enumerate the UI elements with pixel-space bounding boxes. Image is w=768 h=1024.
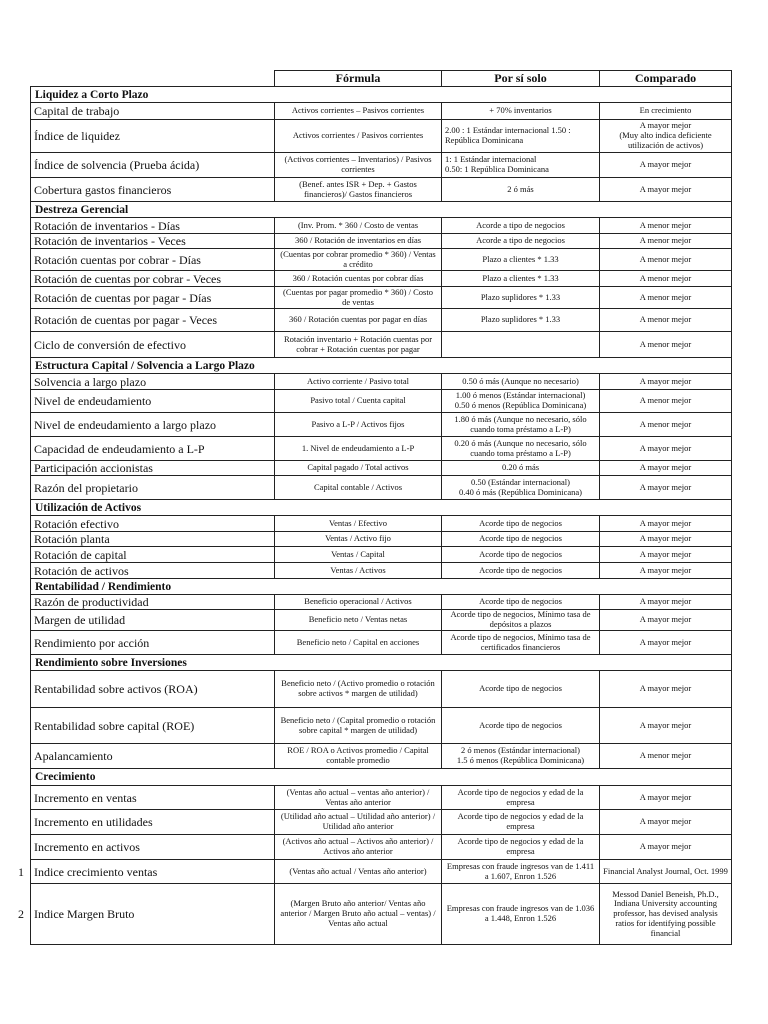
ratio-name-text: Rentabilidad sobre activos (ROA)	[34, 682, 198, 696]
ratio-name-text: Rotación planta	[34, 532, 110, 546]
section-row	[31, 500, 732, 516]
ratio-row	[31, 476, 732, 500]
ratio-name-text: Rentabilidad sobre capital (ROE)	[34, 718, 195, 733]
ratio-name-text: Rendimiento por acción	[34, 635, 150, 650]
ratio-formula: Capital pagado / Total activos	[275, 461, 442, 476]
ratio-compared: A mayor mejor	[600, 153, 732, 178]
ratio-alone: 2 ó más	[442, 178, 600, 202]
ratio-row	[31, 178, 732, 202]
ratio-formula: (Cuentas por pagar promedio * 360) / Costo de ventas	[275, 287, 442, 309]
ratio-formula: (Inv. Prom. * 360 / Costo de ventas	[275, 218, 442, 234]
ratio-row	[31, 437, 732, 461]
ratio-formula: (Benef. antes ISR + Dep. + Gastos financieros)/ Gastos financieros	[275, 178, 442, 202]
ratio-alone	[442, 332, 600, 358]
ratio-name-text: Incremento en activos	[34, 840, 140, 854]
ratio-name-text: Cobertura gastos financieros	[34, 182, 172, 197]
ratio-formula: Capital contable / Activos	[275, 476, 442, 500]
ratio-name	[31, 374, 275, 390]
ratio-row	[31, 120, 732, 153]
ratio-alone: Acorde tipo de negocios	[442, 595, 600, 610]
ratio-alone: Acorde a tipo de negocios	[442, 218, 600, 234]
ratio-alone: Acorde tipo de negocios y edad de la empresa	[442, 786, 600, 810]
ratio-name	[31, 218, 275, 234]
ratio-name	[31, 413, 275, 437]
ratio-name-text: Rotación cuentas por cobrar - Días	[34, 252, 201, 267]
ratio-compared: A mayor mejor	[600, 476, 732, 500]
ratio-compared: En crecimiento	[600, 103, 732, 120]
ratio-alone: Acorde tipo de negocios y edad de la empresa	[442, 835, 600, 860]
ratio-row	[31, 271, 732, 287]
ratio-alone: 0.50 ó más (Aunque no necesario)	[442, 374, 600, 390]
ratio-row	[31, 287, 732, 309]
ratio-formula: Beneficio neto / Ventas netas	[275, 610, 442, 631]
ratio-formula: Beneficio neto / (Activo promedio o rotación sobre activos * margen de utilidad)	[275, 671, 442, 708]
ratio-compared: A mayor mejor	[600, 810, 732, 835]
ratio-name-text: Indice Margen Bruto	[34, 907, 135, 921]
ratio-name	[31, 671, 275, 708]
section-title: Rendimiento sobre Inversiones	[31, 655, 732, 671]
ratio-compared: A mayor mejor	[600, 547, 732, 563]
ratio-alone: 1.80 ó más (Aunque no necesario, sólo cuando toma préstamo a L-P)	[442, 413, 600, 437]
ratio-row	[31, 218, 732, 234]
ratio-row	[31, 563, 732, 579]
ratio-compared: A menor mejor	[600, 271, 732, 287]
ratio-formula: Beneficio neto / Capital en acciones	[275, 631, 442, 655]
section-row	[31, 655, 732, 671]
ratio-name	[18, 860, 275, 884]
ratio-name-text: Rotación de cuentas por cobrar - Veces	[34, 271, 222, 286]
ratio-name	[31, 610, 275, 631]
section-title: Destreza Gerencial	[31, 202, 732, 218]
ratio-alone: Plazo a clientes * 1.33	[442, 249, 600, 271]
ratio-alone: Acorde tipo de negocios	[442, 532, 600, 547]
ratio-compared: A mayor mejor	[600, 461, 732, 476]
ratio-name	[31, 631, 275, 655]
ratio-name-text: Capacidad de endeudamiento a L-P	[34, 441, 205, 456]
ratio-number: 2	[18, 907, 24, 921]
ratio-name	[31, 390, 275, 413]
ratio-name-text: Rotación de cuentas por pagar - Días	[34, 290, 212, 305]
ratio-row	[31, 309, 732, 332]
header-blank-cell	[31, 71, 275, 87]
ratio-name-text: Incremento en utilidades	[34, 815, 153, 829]
ratio-alone: 0.20 ó más (Aunque no necesario, sólo cuando toma préstamo a L-P)	[442, 437, 600, 461]
ratio-name	[31, 547, 275, 563]
header-compared: Comparado	[600, 71, 732, 87]
ratio-row	[31, 332, 732, 358]
ratio-alone: Acorde tipo de negocios	[442, 708, 600, 744]
ratio-name	[31, 103, 275, 120]
section-row	[31, 87, 732, 103]
ratio-formula: (Utilidad año actual – Utilidad año anterior) / Utilidad año anterior	[275, 810, 442, 835]
ratio-row	[31, 631, 732, 655]
ratio-compared: A mayor mejor	[600, 786, 732, 810]
ratio-name	[31, 178, 275, 202]
section-row	[31, 769, 732, 786]
section-row	[31, 579, 732, 595]
ratio-compared: A mayor mejor	[600, 374, 732, 390]
ratio-name-text: Rotación de inventarios - Días	[34, 218, 180, 233]
ratio-alone: 2.00 : 1 Estándar internacional 1.50 : República Dominicana	[442, 120, 600, 153]
ratio-name-text: Rotación de activos	[34, 563, 129, 578]
ratio-name-text: Rotación de inventarios - Veces	[34, 234, 186, 248]
ratio-compared: A mayor mejor	[600, 532, 732, 547]
ratio-compared: A menor mejor	[600, 413, 732, 437]
section-title: Liquidez a Corto Plazo	[31, 87, 732, 103]
ratio-name-text: Rotación efectivo	[34, 516, 119, 531]
ratio-compared: A mayor mejor	[600, 835, 732, 860]
ratio-alone: Acorde a tipo de negocios	[442, 234, 600, 249]
ratio-name	[31, 249, 275, 271]
ratio-name-text: Apalancamiento	[34, 749, 113, 763]
ratio-formula: 360 / Rotación de inventarios en días	[275, 234, 442, 249]
ratio-formula: (Margen Bruto año anterior/ Ventas año anterior / Margen Bruto año actual – ventas) / Ventas año actual	[275, 884, 442, 945]
ratio-name-text: Incremento en ventas	[34, 790, 137, 805]
ratio-formula: Beneficio operacional / Activos	[275, 595, 442, 610]
ratio-name-text: Indice crecimiento ventas	[34, 864, 158, 879]
ratio-compared: A mayor mejor	[600, 631, 732, 655]
ratio-formula: 1. Nivel de endeudamiento a L-P	[275, 437, 442, 461]
section-row	[31, 358, 732, 374]
ratio-row	[31, 610, 732, 631]
ratio-compared: A mayor mejor (Muy alto indica deficiente utilización de activos)	[600, 120, 732, 153]
ratio-name	[31, 532, 275, 547]
ratio-number: 1	[18, 864, 24, 879]
ratio-name	[31, 810, 275, 835]
ratio-compared: A menor mejor	[600, 332, 732, 358]
ratio-name	[31, 563, 275, 579]
ratio-row	[31, 547, 732, 563]
ratio-row	[31, 532, 732, 547]
ratio-alone: Acorde tipo de negocios	[442, 671, 600, 708]
ratio-row	[31, 835, 732, 860]
ratio-compared: A mayor mejor	[600, 671, 732, 708]
ratio-name	[31, 332, 275, 358]
ratio-name-text: Razón de productividad	[34, 595, 149, 609]
ratio-alone: Acorde tipo de negocios	[442, 516, 600, 532]
ratio-alone: Acorde tipo de negocios, Mínimo tasa de certificados financieros	[442, 631, 600, 655]
ratio-name	[31, 271, 275, 287]
header-row	[31, 71, 732, 87]
ratio-name	[31, 461, 275, 476]
ratio-name	[31, 516, 275, 532]
ratio-name	[31, 744, 275, 769]
ratio-alone: 2 ó menos (Estándar internacional) 1.5 ó menos (República Dominicana)	[442, 744, 600, 769]
ratio-compared: A menor mejor	[600, 234, 732, 249]
section-title: Rentabilidad / Rendimiento	[31, 579, 732, 595]
ratio-row	[31, 374, 732, 390]
ratio-alone: Empresas con fraude ingresos van de 1.411 a 1.607, Enron 1.526	[442, 860, 600, 884]
ratio-compared: Messod Daniel Beneish, Ph.D., Indiana University accounting professor, has devised analysis ratios for identifying possible financial	[600, 884, 732, 945]
ratio-row	[31, 744, 732, 769]
ratio-formula: (Activos año actual – Activos año anterior) / Activos año anterior	[275, 835, 442, 860]
ratio-alone: Plazo suplidores * 1.33	[442, 309, 600, 332]
ratio-row	[31, 708, 732, 744]
section-title: Estructura Capital / Solvencia a Largo Plazo	[31, 358, 732, 374]
ratio-formula: Pasivo a L-P / Activos fijos	[275, 413, 442, 437]
section-row	[31, 202, 732, 218]
ratio-formula: Rotación inventario + Rotación cuentas por cobrar + Rotación cuentas por pagar	[275, 332, 442, 358]
ratio-name	[18, 884, 275, 945]
ratio-formula: 360 / Rotación cuentas por pagar en días	[275, 309, 442, 332]
ratio-name	[31, 708, 275, 744]
ratio-name	[31, 287, 275, 309]
ratio-alone: Plazo suplidores * 1.33	[442, 287, 600, 309]
header-alone: Por sí solo	[442, 71, 600, 87]
ratio-row	[31, 884, 732, 945]
ratio-name	[31, 786, 275, 810]
ratio-name-text: Rotación de cuentas por pagar - Veces	[34, 313, 218, 327]
ratio-name	[31, 437, 275, 461]
ratio-name	[31, 234, 275, 249]
ratio-compared: A mayor mejor	[600, 595, 732, 610]
ratio-name	[31, 309, 275, 332]
ratio-alone: Acorde tipo de negocios	[442, 563, 600, 579]
ratio-formula: Ventas / Activo fijo	[275, 532, 442, 547]
ratio-alone: 1: 1 Estándar internacional 0.50: 1 República Dominicana	[442, 153, 600, 178]
ratio-alone: Acorde tipo de negocios, Mínimo tasa de depósitos a plazos	[442, 610, 600, 631]
ratio-formula: (Cuentas por cobrar promedio * 360) / Ventas a crédito	[275, 249, 442, 271]
ratio-formula: Ventas / Efectivo	[275, 516, 442, 532]
ratio-row	[31, 234, 732, 249]
ratio-name-text: Rotación de capital	[34, 547, 127, 562]
ratio-row	[31, 671, 732, 708]
ratio-compared: A menor mejor	[600, 744, 732, 769]
ratio-alone: Acorde tipo de negocios	[442, 547, 600, 563]
ratio-compared: Financial Analyst Journal, Oct. 1999	[600, 860, 732, 884]
ratio-row	[31, 595, 732, 610]
ratio-compared: A mayor mejor	[600, 516, 732, 532]
ratio-name-text: Capital de trabajo	[34, 104, 120, 118]
ratio-formula: 360 / Rotación cuentas por cobrar días	[275, 271, 442, 287]
ratio-name-text: Margen de utilidad	[34, 613, 126, 627]
ratio-name-text: Solvencia a largo plazo	[34, 374, 147, 389]
ratio-name	[31, 153, 275, 178]
ratio-row	[31, 249, 732, 271]
ratio-alone: Plazo a clientes * 1.33	[442, 271, 600, 287]
ratio-row	[31, 516, 732, 532]
ratios-table-body	[18, 71, 732, 945]
ratio-name-text: Participación accionistas	[34, 461, 153, 475]
ratio-compared: A menor mejor	[600, 390, 732, 413]
ratio-name-text: Ciclo de conversión de efectivo	[34, 337, 186, 352]
ratio-formula: Ventas / Activos	[275, 563, 442, 579]
ratio-alone: Acorde tipo de negocios y edad de la empresa	[442, 810, 600, 835]
ratio-compared: A menor mejor	[600, 218, 732, 234]
ratio-compared: A mayor mejor	[600, 610, 732, 631]
ratio-compared: A mayor mejor	[600, 178, 732, 202]
ratio-name	[31, 120, 275, 153]
ratio-row	[31, 413, 732, 437]
ratio-row	[31, 810, 732, 835]
ratio-formula: (Ventas año actual – ventas año anterior) / Ventas año anterior	[275, 786, 442, 810]
ratio-row	[31, 786, 732, 810]
ratio-formula: Ventas / Capital	[275, 547, 442, 563]
header-formula: Fórmula	[275, 71, 442, 87]
ratio-alone: 1.00 ó menos (Estándar internacional) 0.50 ó menos (República Dominicana)	[442, 390, 600, 413]
ratio-row	[31, 153, 732, 178]
ratio-name-text: Índice de solvencia (Prueba ácida)	[34, 158, 200, 172]
ratio-formula: (Activos corrientes – Inventarios) / Pasivos corrientes	[275, 153, 442, 178]
ratio-row	[31, 390, 732, 413]
section-title: Utilización de Activos	[31, 500, 732, 516]
ratio-formula: Activo corriente / Pasivo total	[275, 374, 442, 390]
ratio-alone: 0.50 (Estándar internacional) 0.40 ó más (República Dominicana)	[442, 476, 600, 500]
financial-ratios-table	[18, 70, 732, 945]
ratio-compared: A mayor mejor	[600, 437, 732, 461]
ratio-name-text: Nivel de endeudamiento a largo plazo	[34, 417, 217, 432]
ratio-compared: A mayor mejor	[600, 563, 732, 579]
ratio-compared: A mayor mejor	[600, 708, 732, 744]
ratio-formula: Activos corrientes – Pasivos corrientes	[275, 103, 442, 120]
section-title: Crecimiento	[31, 769, 732, 786]
ratio-formula: Activos corrientes / Pasivos corrientes	[275, 120, 442, 153]
ratio-formula: Beneficio neto / (Capital promedio o rotación sobre capital * margen de utilidad)	[275, 708, 442, 744]
ratio-alone: Empresas con fraude ingresos van de 1.036 a 1.448, Enron 1.526	[442, 884, 600, 945]
ratio-name-text: Razón del propietario	[34, 480, 138, 495]
ratio-formula: Pasivo total / Cuenta capital	[275, 390, 442, 413]
ratio-alone: 0.20 ó más	[442, 461, 600, 476]
ratio-compared: A menor mejor	[600, 309, 732, 332]
ratio-name	[31, 835, 275, 860]
ratio-name-text: Índice de liquidez	[34, 129, 120, 143]
ratio-formula: (Ventas año actual / Ventas año anterior)	[275, 860, 442, 884]
ratio-row	[31, 103, 732, 120]
ratio-compared: A menor mejor	[600, 249, 732, 271]
ratio-name	[31, 476, 275, 500]
ratio-name-text: Nivel de endeudamiento	[34, 394, 152, 408]
ratio-row	[31, 461, 732, 476]
ratio-alone: + 70% inventarios	[442, 103, 600, 120]
ratio-row	[31, 860, 732, 884]
ratio-formula: ROE / ROA o Activos promedio / Capital contable promedio	[275, 744, 442, 769]
ratio-compared: A menor mejor	[600, 287, 732, 309]
ratio-name	[31, 595, 275, 610]
